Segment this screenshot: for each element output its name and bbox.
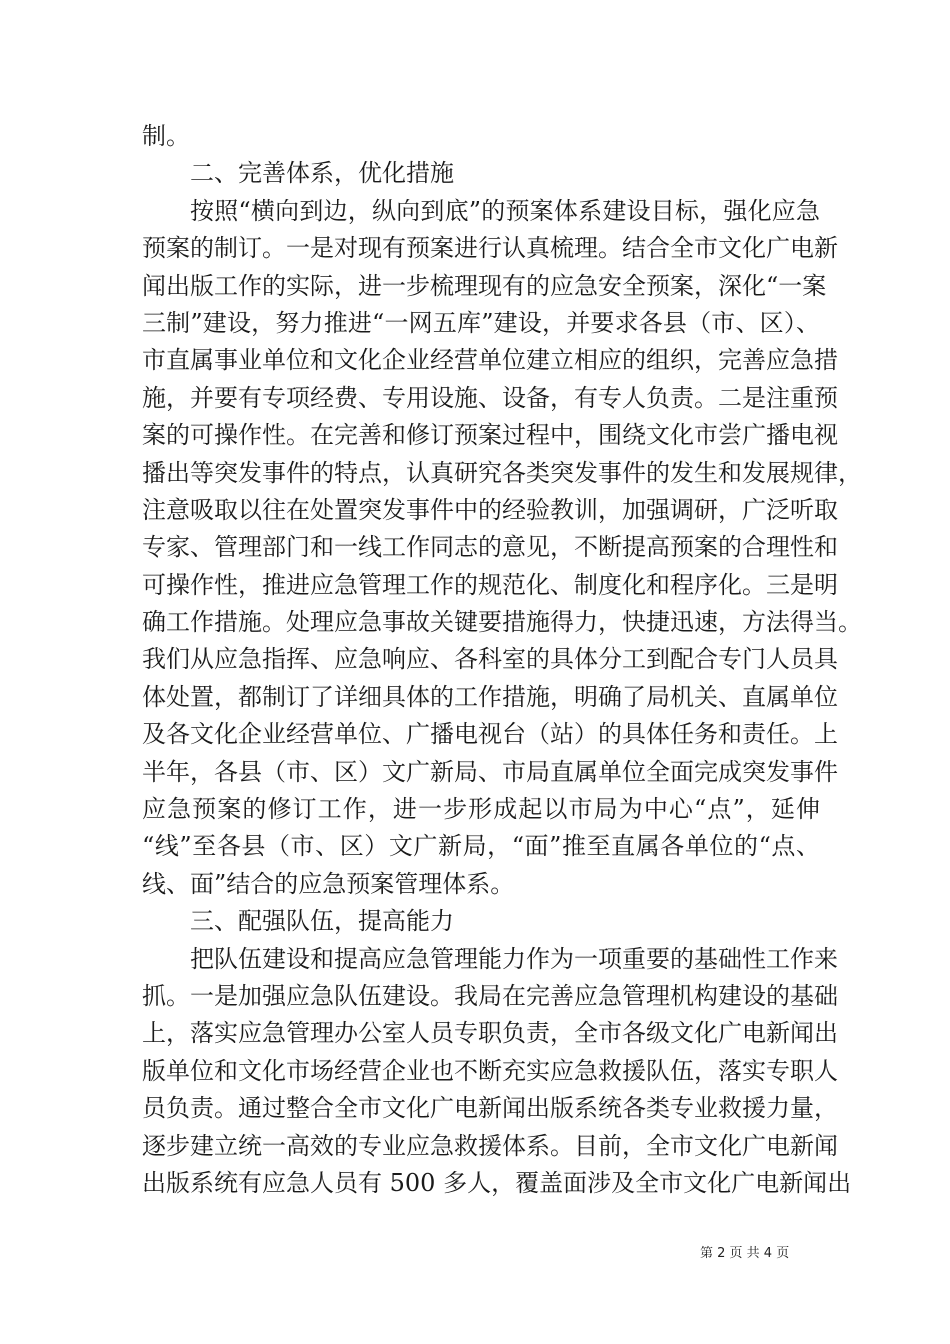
text-line: 专家、管理部门和一线工作同志的意见，不断提高预案的合理性和 [142,533,838,562]
text-line: 抓。一是加强应急队伍建设。我局在完善应急管理机构建设的基础 [142,981,838,1010]
text-line: 制。 [142,122,190,150]
text-line: 版单位和文化市场经营企业也不断充实应急救援队伍，落实专职人 [142,1056,838,1085]
text-line: 出版系统有应急人员有 500 多人，覆盖面涉及全市文化广电新闻出 [142,1168,852,1197]
text-line: 上，落实应急管理办公室人员专职负责，全市各级文化广电新闻出 [142,1019,838,1048]
text-line: 把队伍建设和提高应急管理能力作为一项重要的基础性工作来 [190,944,838,973]
text-line: 可操作性，推进应急管理工作的规范化、制度化和程序化。三是明 [142,570,838,599]
text-line: 三制”建设，努力推进“一网五库”建设，并要求各县（市、区）、 [142,308,820,337]
text-line: 闻出版工作的实际，进一步梳理现有的应急安全预案，深化“一案 [142,271,827,300]
text-line: 按照“横向到边，纵向到底”的预案体系建设目标，强化应急 [190,196,820,225]
text-line: 半年，各县（市、区）文广新局、市局直属单位全面完成突发事件 [142,757,838,786]
text-line: 市直属事业单位和文化企业经营单位建立相应的组织，完善应急措 [142,346,838,375]
document-page [142,118,862,1202]
section-heading-2: 二、完善体系，优化措施 [190,159,454,188]
page-number-footer: 第 2 页 共 4 页 [700,1246,790,1261]
text-line: 应急预案的修订工作，进一步形成起以市局为中心“点”，延伸 [142,795,820,824]
text-line: 确工作措施。处理应急事故关键要措施得力，快捷迅速，方法得当。 [142,608,862,637]
text-line: 及各文化企业经营单位、广播电视台（站）的具体任务和责任。上 [142,720,838,749]
text-line: 播出等突发事件的特点，认真研究各类突发事件的发生和发展规律， [142,458,862,487]
text-line: 注意吸取以往在处置突发事件中的经验教训，加强调研，广泛听取 [142,495,838,524]
text-line: 预案的制订。一是对现有预案进行认真梳理。结合全市文化广电新 [142,234,838,263]
text-line: 体处置，都制订了详细具体的工作措施，明确了局机关、直属单位 [142,682,838,711]
section-heading-3: 三、配强队伍，提高能力 [190,907,454,936]
text-line: “线”至各县（市、区）文广新局，“面”推至直属各单位的“点、 [142,832,820,861]
text-line: 施，并要有专项经费、专用设施、设备，有专人负责。二是注重预 [142,383,838,412]
text-line: 我们从应急指挥、应急响应、各科室的具体分工到配合专门人员具 [142,645,838,674]
text-line: 线、面”结合的应急预案管理体系。 [142,869,515,898]
text-line: 员负责。通过整合全市文化广电新闻出版系统各类专业救援力量， [142,1094,838,1123]
text-line: 案的可操作性。在完善和修订预案过程中，围绕文化市尝广播电视 [142,421,838,450]
text-line: 逐步建立统一高效的专业应急救援体系。目前，全市文化广电新闻 [142,1131,838,1160]
